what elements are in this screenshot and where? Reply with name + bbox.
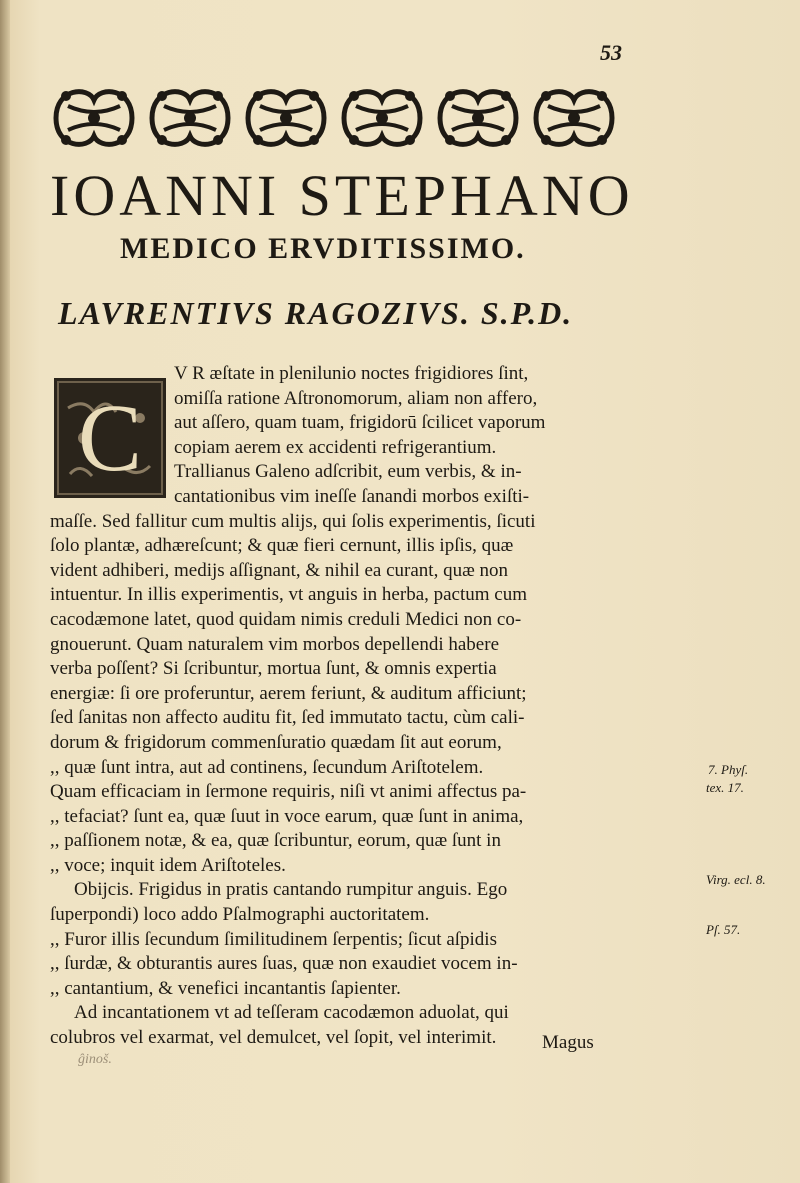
text-line: energiæ: ſi ore proferuntur, aerem feriunt, & auditum afficiunt;: [50, 682, 527, 704]
faded-stamp: ĝinoš.: [78, 1052, 112, 1067]
text-line: Quam efficaciam in ſermone requiris, niſi vt animi affectus pa-: [50, 781, 527, 803]
text-line: aut aſſero, quam tuam, frigidorū ſcilicet vaporum: [174, 412, 546, 434]
text-line: omiſſa ratione Aſtronomorum, aliam non affero,: [174, 387, 538, 409]
text-line: dorum & frigidorum commenſuratio quædam ſit aut eorum,: [50, 731, 502, 753]
margin-note-virg: Virg. ecl. 8.: [706, 872, 766, 887]
text-line: copiam aerem ex accidenti refrigerantium.: [174, 436, 497, 458]
decorative-ornament-band: [48, 78, 628, 158]
text-line: Obijcis. Frigidus in pratis cantando rumpitur anguis. Ego: [74, 879, 508, 901]
text-line: vident adhiberi, medijs aſſignant, & nihil ea curant, quæ non: [50, 559, 509, 581]
catchword: Magus: [542, 1032, 594, 1053]
text-line: cantationibus vim ineſſe ſanandi morbos exiſti-: [174, 485, 530, 507]
text-line: V R æſtate in plenilunio noctes frigidiores ſint,: [174, 363, 529, 384]
text-line: ,, paſſionem notæ, & ea, quæ ſcribuntur, eorum, quæ ſunt in: [50, 830, 501, 852]
text-line: ,, quæ ſunt intra, aut ad continens, ſecundum Ariſtotelem.: [50, 756, 484, 778]
text-line: ſolo plantæ, adhæreſcunt; & quæ fieri cernunt, illis ipſis, quæ: [50, 535, 514, 557]
text-line: verba poſſent? Si ſcribuntur, mortua ſunt, & omnis expertia: [50, 658, 497, 680]
heading-recipient: IOANNI STEPHANO: [50, 163, 634, 228]
book-spine-shadow: [0, 0, 10, 1183]
text-line: ,, tefaciat? ſunt ea, quæ ſuut in voce earum, quæ ſunt in anima,: [50, 805, 524, 827]
heading-sender: LAVRENTIVS RAGOZIVS. S.P.D.: [58, 295, 574, 331]
text-line: Trallianus Galeno adſcribit, eum verbis, & in-: [174, 461, 522, 483]
text-line: intuentur. In illis experimentis, vt anguis in herba, pactum cum: [50, 584, 528, 606]
text-line: ſuperpondi) loco addo Pſalmographi auctoritatem.: [50, 904, 430, 926]
text-line: ſed ſanitas non affecto auditu fit, ſed immutato tactu, cùm cali-: [50, 707, 525, 729]
text-line: cacodæmone latet, quod quidam nimis creduli Medici non co-: [50, 608, 522, 630]
text-line: Ad incantationem vt ad teſſeram cacodæmon aduolat, qui: [74, 1002, 509, 1024]
heading-title: MEDICO ERVDITISSIMO.: [120, 232, 526, 265]
text-line: maſſe. Sed fallitur cum multis alijs, qui ſolis experimentis, ſicuti: [50, 510, 536, 532]
text-line: gnouerunt. Quam naturalem vim morbos depellendi habere: [50, 633, 500, 655]
margin-note-phys: 7. Phyſ.: [708, 762, 749, 777]
drop-cap-letter: C: [77, 384, 143, 491]
letter-body: [50, 362, 704, 1051]
text-line: ,, Furor illis ſecundum ſimilitudinem ſerpentis; ſicut aſpidis: [50, 928, 497, 950]
margin-note-tex: tex. 17.: [706, 780, 744, 795]
text-line: ,, cantantium, & venefici incantantis ſapienter.: [50, 977, 401, 999]
page-number: 53: [600, 40, 622, 65]
margin-note-psalm: Pſ. 57.: [706, 922, 741, 937]
text-line: ,, voce; inquit idem Ariſtoteles.: [50, 854, 286, 876]
text-line: ,, ſurdæ, & obturantis aures ſuas, quæ non exaudiet vocem in-: [50, 953, 518, 975]
text-line: colubros vel exarmat, vel demulcet, vel ſopit, vel interimit.: [50, 1027, 497, 1049]
